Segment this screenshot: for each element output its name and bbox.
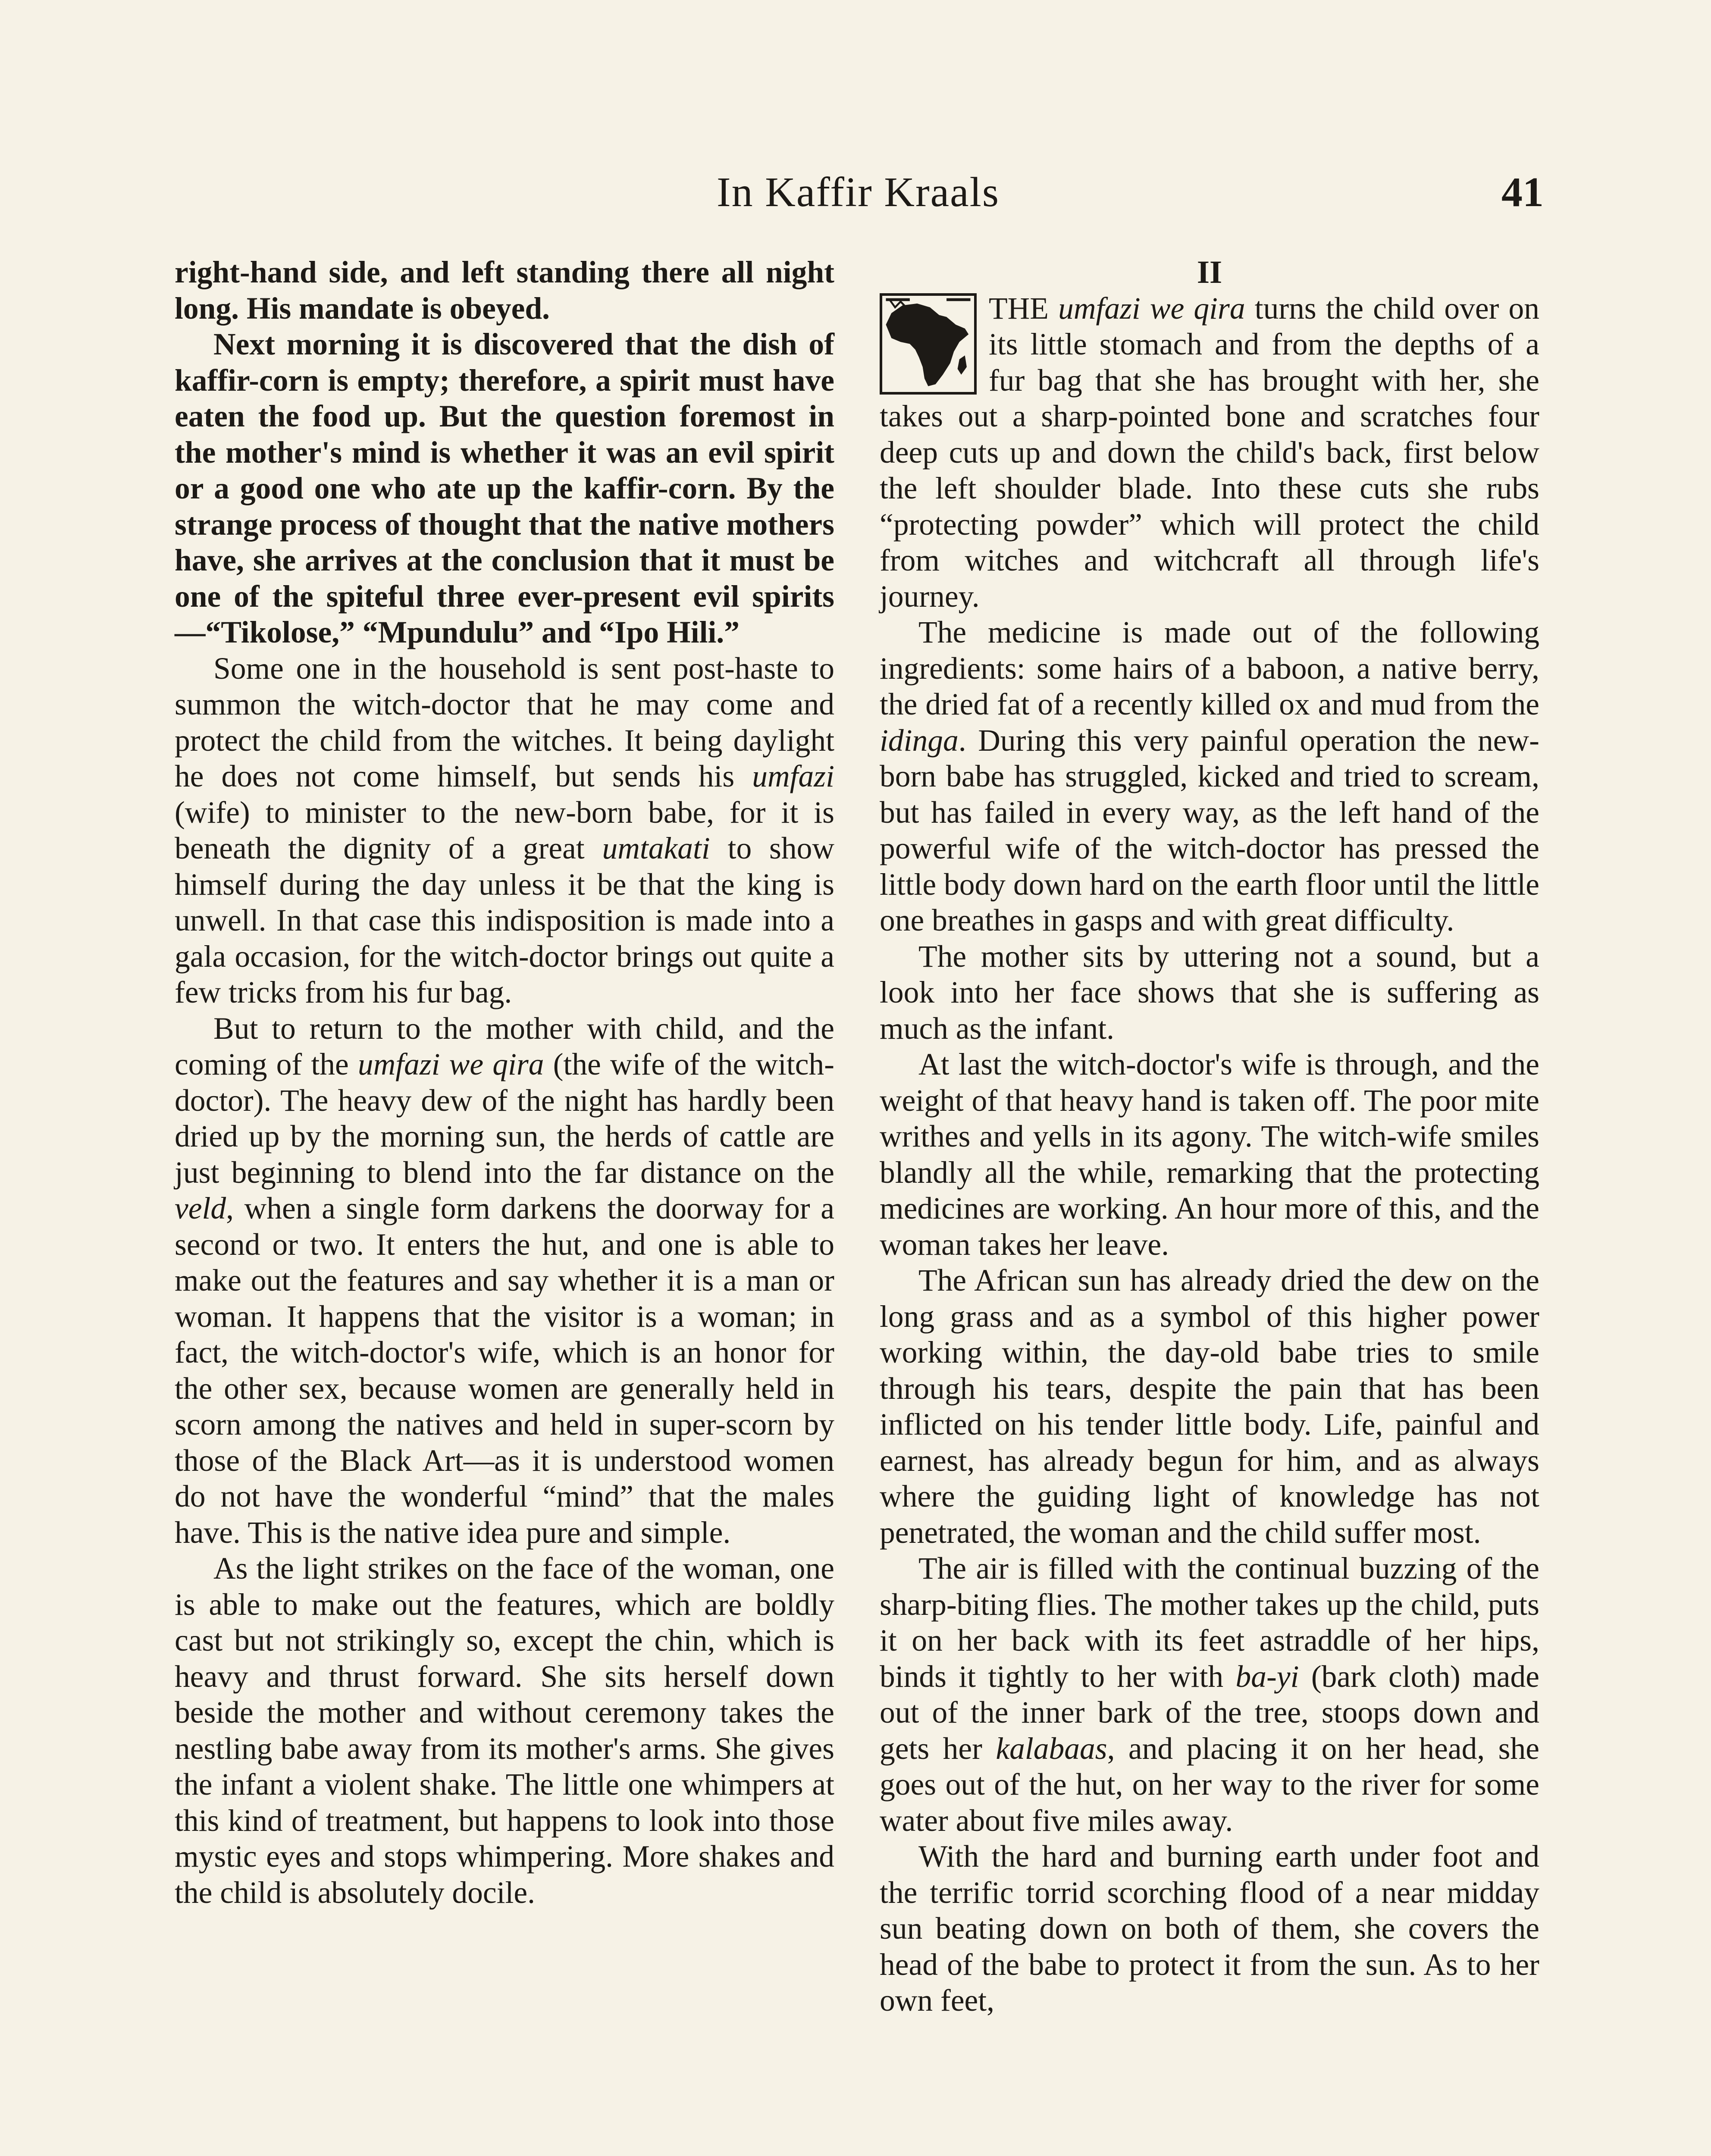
- continued-paragraph: right-hand side, and left standing there all night long. His mandate is obeyed.: [175, 255, 834, 326]
- paragraph: The African sun has already dried the dew on the long grass and as a symbol of this higher power working within, the day-old babe tries to smile through his tears, despite the pain that has been inflicted on his tender little body. Life, painful and earnest, has already begun for him, and as always where the guiding light of knowledge has not penetrated, the woman and the child suffer most.: [880, 1263, 1539, 1550]
- paragraph: Next morning it is discovered that the dish of kaffir-corn is empty; therefore, a spirit must have eaten the food up. But the question foremost in the mother's mind is whether it was an evil spirit or a good one who ate up the kaffir-corn. By the strange process of thought that the native mothers have, she arrives at the conclusion that it must be one of the spiteful three ever-present evil spirits—“Tikolose,” “Mpundulu” and “Ipo Hili.”: [175, 327, 834, 649]
- left-column: [175, 254, 834, 1911]
- paragraph: But to return to the mother with child, and the coming of the umfazi we qira (the wife of the witch-doctor). The heavy dew of the night has hardly been dried up by the morning sun, the herds of cattle are just beginning to blend into the far distance on the veld, when a single form darkens the doorway for a second or two. It enters the hut, and one is able to make out the features and say whether it is a man or woman. It happens that the visitor is a woman; in fact, the witch-doctor's wife, which is an honor for the other sex, because women are generally held in scorn among the natives and held in super-scorn by those of the Black Art—as it is understood women do not have the wonderful “mind” that the males have. This is the native idea pure and simple.: [175, 1011, 834, 1550]
- section-number: II: [1197, 254, 1222, 290]
- paragraph: As the light strikes on the face of the woman, one is able to make out the features, which are boldly cast but not strikingly so, except the chin, which is heavy and thrust forward. She sits herself down beside the mother and without ceremony takes the nestling babe away from its mother's arms. She gives the infant a violent shake. The little one whimpers at this kind of treatment, but happens to look into those mystic eyes and stops whimpering. More shakes and the child is absolutely docile.: [175, 1551, 834, 1910]
- paragraph: Some one in the household is sent post-haste to summon the witch-doctor that he may come and protect the child from the witches. It being daylight he does not come himself, but sends his umfazi (wife) to minister to the new-born babe, for it is beneath the dignity of a great umtakati to show himself during the day unless it be that the king is unwell. In that case this indisposition is made into a gala occasion, for the witch-doctor brings out quite a few tricks from his fur bag.: [175, 651, 834, 1009]
- right-column: [880, 254, 1539, 2019]
- running-title: In Kaffir Kraals: [716, 169, 1000, 216]
- paragraph: At last the witch-doctor's wife is through, and the weight of that heavy hand is taken off. The poor mite writhes and yells in its agony. The witch-wife smiles blandly all the while, remarking that the protecting medicines are working. An hour more of this, and the woman takes her leave.: [880, 1047, 1539, 1262]
- page-header: [172, 160, 1544, 224]
- paragraph: The mother sits by uttering not a sound, but a look into her face shows that she is suffering as much as the infant.: [880, 939, 1539, 1046]
- paragraph: THE umfazi we qira turns the child over on its little stomach and from the depths of a fur bag that she has brought with her, she takes out a sharp-pointed bone and scratches four deep cuts up and down the child's back, first below the left shoulder blade. Into these cuts she rubs “protecting powder” which will protect the child from witches and witchcraft all through life's journey.: [880, 291, 1539, 614]
- paragraph: The medicine is made out of the following ingredients: some hairs of a baboon, a native berry, the dried fat of a recently killed ox and mud from the idinga. During this very painful operation the new-born babe has struggled, kicked and tried to scream, but has failed in every way, as the left hand of the powerful wife of the witch-doctor has pressed the little body down hard on the earth floor until the little one breathes in gasps and with great difficulty.: [880, 615, 1539, 937]
- africa-map-icon: [880, 293, 977, 395]
- paragraph: With the hard and burning earth under foot and the terrific torrid scorching flood of a near midday sun beating down on both of them, she covers the head of the babe to protect it from the sun. As to her own feet,: [880, 1839, 1539, 2018]
- paragraph: The air is filled with the continual buzzing of the sharp-biting flies. The mother takes up the child, puts it on her back with its feet astraddle of her hips, binds it tightly to her with ba-yi (bark cloth) made out of the inner bark of the tree, stoops down and gets her kalabaas, and placing it on her head, she goes out of the hut, on her way to the river for some water about five miles away.: [880, 1551, 1540, 1838]
- page-number: 41: [1501, 169, 1544, 216]
